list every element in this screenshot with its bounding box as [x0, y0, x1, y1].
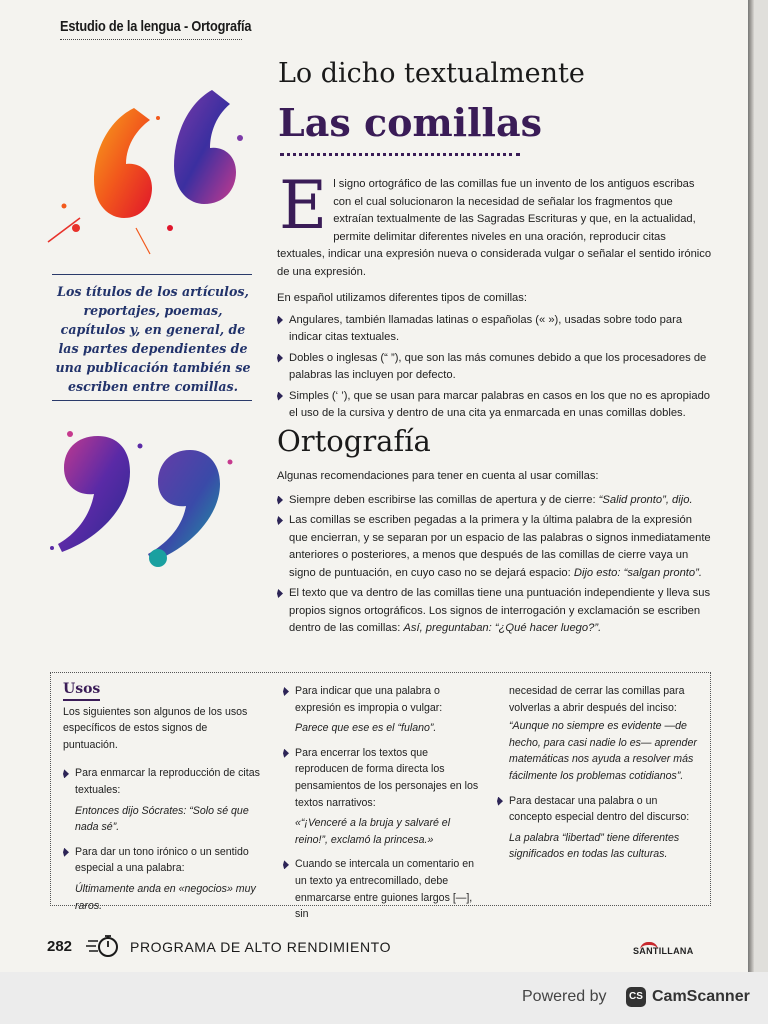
drop-cap: E — [279, 167, 328, 244]
bullet-marker-icon — [277, 316, 283, 325]
usos-example: Entonces dijo Sócrates: “Solo sé que nada sé”. — [75, 804, 249, 834]
list-item: Para encerrar los textos que reproducen de forma directa los pensamientos de los personajes en los textos narrativos: — [283, 745, 479, 811]
list-item: Siempre deben escribirse las comillas de apertura y de cierre: “Salid pronto”, dijo. — [277, 492, 713, 510]
sidebar-rule-top — [52, 274, 252, 275]
ortografia-lead: Algunas recomendaciones para tener en cuenta al usar comillas: — [277, 470, 599, 482]
ortografia-heading: Ortografía — [277, 424, 431, 458]
types-list — [277, 312, 713, 423]
page-title: Las comillas — [278, 100, 542, 145]
sidebar-callout: Los títulos de los artículos, reportajes, poemas, capítulos y, en general, de las partes dependientes de una publicación también se escriben entre comillas. — [55, 284, 251, 394]
list-item: Dobles o inglesas (“ ”), que son las más comunes debido a que los procesadores de palabras las incluyen por defecto. — [277, 350, 713, 385]
usos-title: Usos — [63, 681, 100, 701]
bullet-marker-icon — [277, 392, 283, 401]
list-item: Para indicar que una palabra o expresión es impropia o vulgar: — [283, 683, 479, 716]
usos-example: La palabra “libertad” tiene diferentes significados en todas las culturas. — [509, 831, 680, 861]
title-dotted-rule — [280, 153, 520, 156]
list-item: Simples (‘ ’), que se usan para marcar palabras en casos en los que no es apropiado el uso de la cursiva y dentro de una cita ya enmarcada en unas comillas dobles. — [277, 388, 713, 423]
usos-example: «“¡Venceré a la bruja y salvaré el reino!”, exclamó la princesa.» — [295, 817, 451, 846]
bullet-marker-icon — [277, 354, 283, 363]
list-item: Para destacar una palabra o un concepto especial dentro del discurso: — [497, 793, 697, 826]
bullet-marker-icon — [283, 860, 289, 869]
section-label-rule — [60, 39, 242, 40]
footer-program: PROGRAMA DE ALTO RENDIMIENTO — [130, 939, 392, 955]
page-number: 282 — [47, 938, 73, 955]
bullet-marker-icon — [63, 769, 69, 778]
title-subtitle: Lo dicho textualmente — [278, 58, 585, 89]
bullet-marker-icon — [497, 797, 503, 806]
ortografia-section — [277, 468, 713, 641]
usos-lead: Los siguientes son algunos de los usos específicos de estos signos de puntuación. — [63, 705, 248, 751]
usos-continuation: necesidad de cerrar las comillas para volverlas a abrir después del inciso: — [509, 685, 685, 714]
stopwatch-icon — [86, 934, 120, 958]
bullet-marker-icon — [283, 749, 289, 758]
bullet-marker-icon — [63, 848, 69, 857]
usos-column-3 — [497, 683, 697, 871]
list-item: Las comillas se escriben pegadas a la primera y la última palabra de la expresión que encierran, y se separan por un espacio de las palabras o signos inmediatamente anteriores o posteriores, a menos que después de las comillas de cierre vaya un signo de puntuación, en cuyo caso no se dejará espacio: Dijo esto: “salgan pronto”. — [277, 512, 713, 582]
opening-quote-mark-illustration — [40, 78, 260, 258]
list-item: Angulares, también llamadas latinas o españolas (« »), usadas sobre todo para indicar citas textuales. — [277, 312, 713, 347]
intro-paragraph: l signo ortográfico de las comillas fue un invento de los antiguos escribas con el cual solucionaron la necesidad de señalar los fragmentos que extraían textualmente de las Sagradas Escrituras y que, en la actualidad, permite delimitar diferentes niveles en una oración, reproducir citas textuales, indicar una expresión nueva o considerada vulgar o señalar el sentido irónico de una expresión. — [277, 178, 712, 278]
closing-quote-mark-illustration — [40, 416, 260, 586]
list-item: Para dar un tono irónico o un sentido especial a una palabra: — [63, 844, 263, 877]
section-label: Estudio de la lengua - Ortografía — [60, 18, 252, 35]
camscanner-logo-icon: CS — [626, 987, 646, 1007]
sidebar-rule-bottom — [52, 400, 252, 401]
list-item: El texto que va dentro de las comillas tiene una puntuación independiente y lleva sus propios signos ortográficos. Los signos de interrogación y exclamación se escriben dentro de las comillas: Así, preguntaban: “¿Qué hacer luego?”. — [277, 585, 713, 638]
usos-column-2 — [283, 683, 479, 927]
watermark-app-name: CamScanner — [652, 988, 750, 1005]
publisher-name: SANTILLANA — [633, 946, 694, 956]
bullet-marker-icon — [277, 496, 283, 505]
usos-example: “Aunque no siempre es evidente —de hecho, para casi nadie lo es— aprender matemáticas nos ayuda a resolver más fácilmente los problemas cotidianos”. — [509, 720, 697, 782]
usos-box — [50, 672, 711, 921]
types-lead: En español utilizamos diferentes tipos de comillas: — [277, 292, 527, 304]
watermark-powered-by: Powered by — [522, 988, 607, 1005]
list-item: Cuando se intercala un comentario en un texto ya entrecomillado, debe enmarcarse entre guiones largos [—], sin — [283, 856, 479, 922]
usos-example: Últimamente anda en «negocios» muy raros. — [75, 882, 256, 912]
bullet-marker-icon — [277, 516, 283, 525]
bullet-marker-icon — [283, 687, 289, 696]
list-item: Para enmarcar la reproducción de citas textuales: — [63, 765, 263, 798]
page-edge-strip — [754, 0, 768, 972]
rules-list — [277, 492, 713, 638]
usos-example: Parece que ese es el “fulano”. — [295, 722, 437, 735]
intro-section — [277, 167, 713, 426]
bullet-marker-icon — [277, 589, 283, 598]
usos-column-1 — [63, 681, 263, 922]
